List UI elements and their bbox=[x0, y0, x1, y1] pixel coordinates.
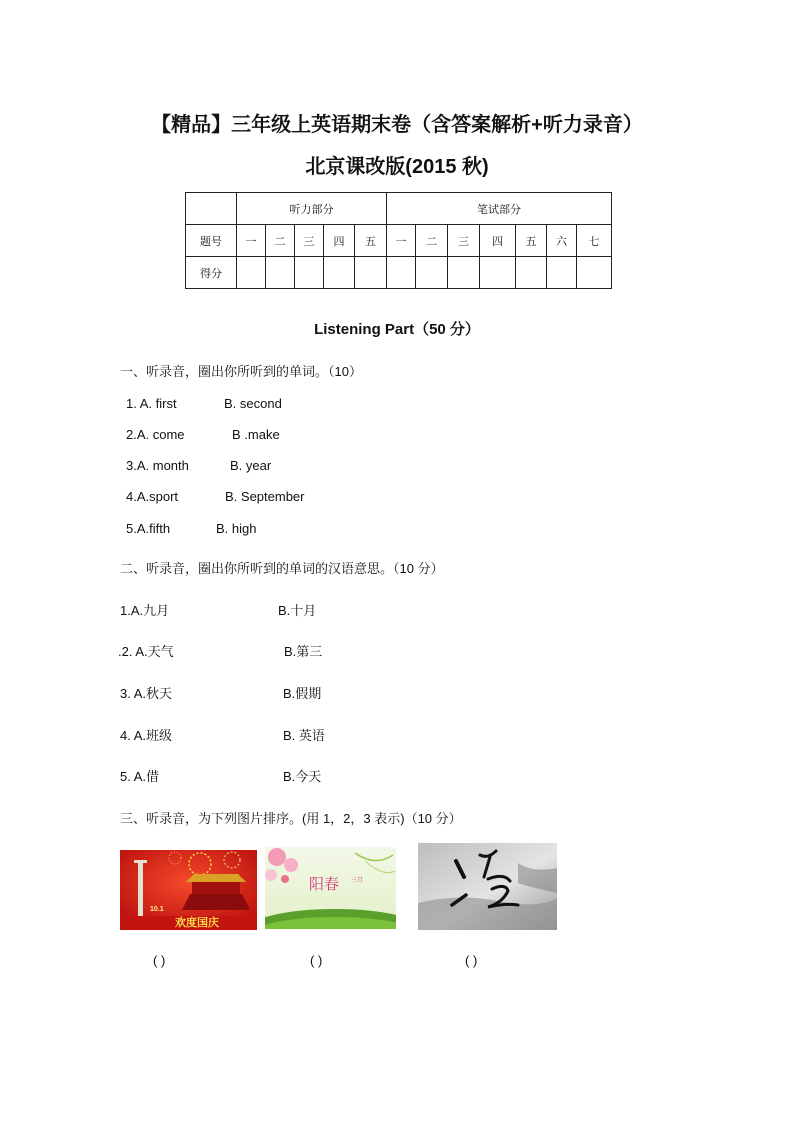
part2-item-a: 5. A.借 bbox=[120, 769, 160, 784]
winter-picture bbox=[418, 843, 557, 930]
listening-col: 五 bbox=[355, 225, 387, 257]
spring-picture bbox=[265, 847, 396, 929]
score-cell bbox=[480, 257, 516, 289]
part1-item-a: 4.A.sport bbox=[126, 489, 179, 504]
written-col: 三 bbox=[448, 225, 480, 257]
spring-subtitle: 三月 bbox=[351, 878, 364, 884]
part2-item-b: B. 英语 bbox=[283, 728, 325, 743]
part2-item-a: 1.A.九月 bbox=[120, 603, 170, 618]
written-col: 五 bbox=[516, 225, 547, 257]
written-col: 二 bbox=[416, 225, 448, 257]
part1-item-b: B. high bbox=[216, 521, 257, 536]
part2-item-b: B.假期 bbox=[283, 686, 322, 701]
score-table bbox=[185, 192, 612, 289]
national-day-banner: 欢度国庆 bbox=[175, 917, 219, 929]
listening-part-heading: Listening Part（50 分） bbox=[314, 321, 480, 338]
score-cell bbox=[295, 257, 324, 289]
listening-col: 二 bbox=[266, 225, 295, 257]
part2-item-b: B.十月 bbox=[278, 603, 317, 618]
score-cell bbox=[547, 257, 577, 289]
picture3-answer-blank[interactable]: ( ) bbox=[465, 953, 478, 968]
score-cell bbox=[387, 257, 416, 289]
score-cell bbox=[266, 257, 295, 289]
part1-item-b: B. year bbox=[230, 458, 272, 473]
row-label-score: 得分 bbox=[186, 257, 237, 289]
part3-instruction: 三、听录音，为下列图片排序。(用 1，2，3 表示)（10 分） bbox=[120, 811, 462, 826]
written-col: 六 bbox=[547, 225, 577, 257]
score-cell bbox=[448, 257, 480, 289]
part2-instruction: 二、听录音，圈出你所听到的单词的汉语意思。（10 分） bbox=[120, 561, 444, 576]
written-col: 一 bbox=[387, 225, 416, 257]
national-day-date: 10.1 bbox=[150, 906, 164, 913]
spring-title: 阳春 bbox=[309, 876, 340, 893]
part1-item-b: B .make bbox=[232, 427, 280, 442]
national-day-picture bbox=[120, 850, 257, 930]
part1-item-a: 3.A. month bbox=[126, 458, 189, 473]
part1-item-b: B. second bbox=[224, 396, 282, 411]
score-cell bbox=[577, 257, 612, 289]
part2-item-b: B.今天 bbox=[283, 769, 322, 784]
score-cell bbox=[516, 257, 547, 289]
document-title: 【精品】三年级上英语期末卷（含答案解析+听力录音） bbox=[151, 114, 643, 136]
score-table-corner bbox=[186, 193, 237, 225]
listening-col: 三 bbox=[295, 225, 324, 257]
listening-header: 听力部分 bbox=[237, 193, 387, 225]
part1-instruction: 一、听录音，圈出你所听到的单词。（10） bbox=[120, 364, 362, 379]
listening-col: 一 bbox=[237, 225, 266, 257]
written-col: 七 bbox=[577, 225, 612, 257]
listening-col: 四 bbox=[324, 225, 355, 257]
score-cell bbox=[355, 257, 387, 289]
written-col: 四 bbox=[480, 225, 516, 257]
score-cell bbox=[324, 257, 355, 289]
part1-item-a: 5.A.fifth bbox=[126, 521, 171, 536]
winter-illustration bbox=[418, 843, 557, 930]
picture1-answer-blank[interactable]: ( ) bbox=[153, 953, 166, 968]
part1-item-a: 2.A. come bbox=[126, 427, 185, 442]
score-cell bbox=[237, 257, 266, 289]
score-cell bbox=[416, 257, 448, 289]
part2-item-a: 4. A.班级 bbox=[120, 728, 173, 743]
part2-item-b: B.第三 bbox=[284, 644, 323, 659]
part2-item-a: 3. A.秋天 bbox=[120, 686, 173, 701]
part2-item-a: .2. A.天气 bbox=[118, 644, 174, 659]
part1-item-a: 1. A. first bbox=[126, 396, 177, 411]
part1-item-b: B. September bbox=[225, 489, 305, 504]
written-header: 笔试部分 bbox=[387, 193, 612, 225]
picture2-answer-blank[interactable]: ( ) bbox=[310, 953, 323, 968]
document-subtitle: 北京课改版(2015 秋) bbox=[305, 156, 489, 178]
row-label-number: 题号 bbox=[186, 225, 237, 257]
